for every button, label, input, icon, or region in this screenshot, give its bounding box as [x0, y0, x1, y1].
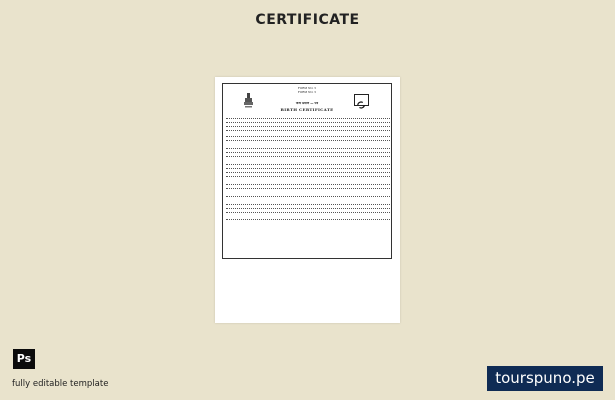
brand-badge: tourspuno.pe: [487, 366, 603, 391]
form-number: FORM NO. 5: [297, 86, 317, 90]
template-caption: fully editable template: [12, 379, 109, 389]
certificate-border: [222, 83, 392, 259]
certificate-preview: [215, 77, 400, 323]
heading-english: BIRTH CERTIFICATE: [280, 107, 334, 112]
heading-hindi: जन्म प्रमाण — पत्र: [295, 101, 319, 105]
photoshop-icon: Ps: [13, 349, 35, 369]
certificate-body: [226, 115, 390, 220]
page-title: CERTIFICATE: [255, 12, 360, 28]
form-label: FORM NO. 5: [297, 90, 317, 94]
